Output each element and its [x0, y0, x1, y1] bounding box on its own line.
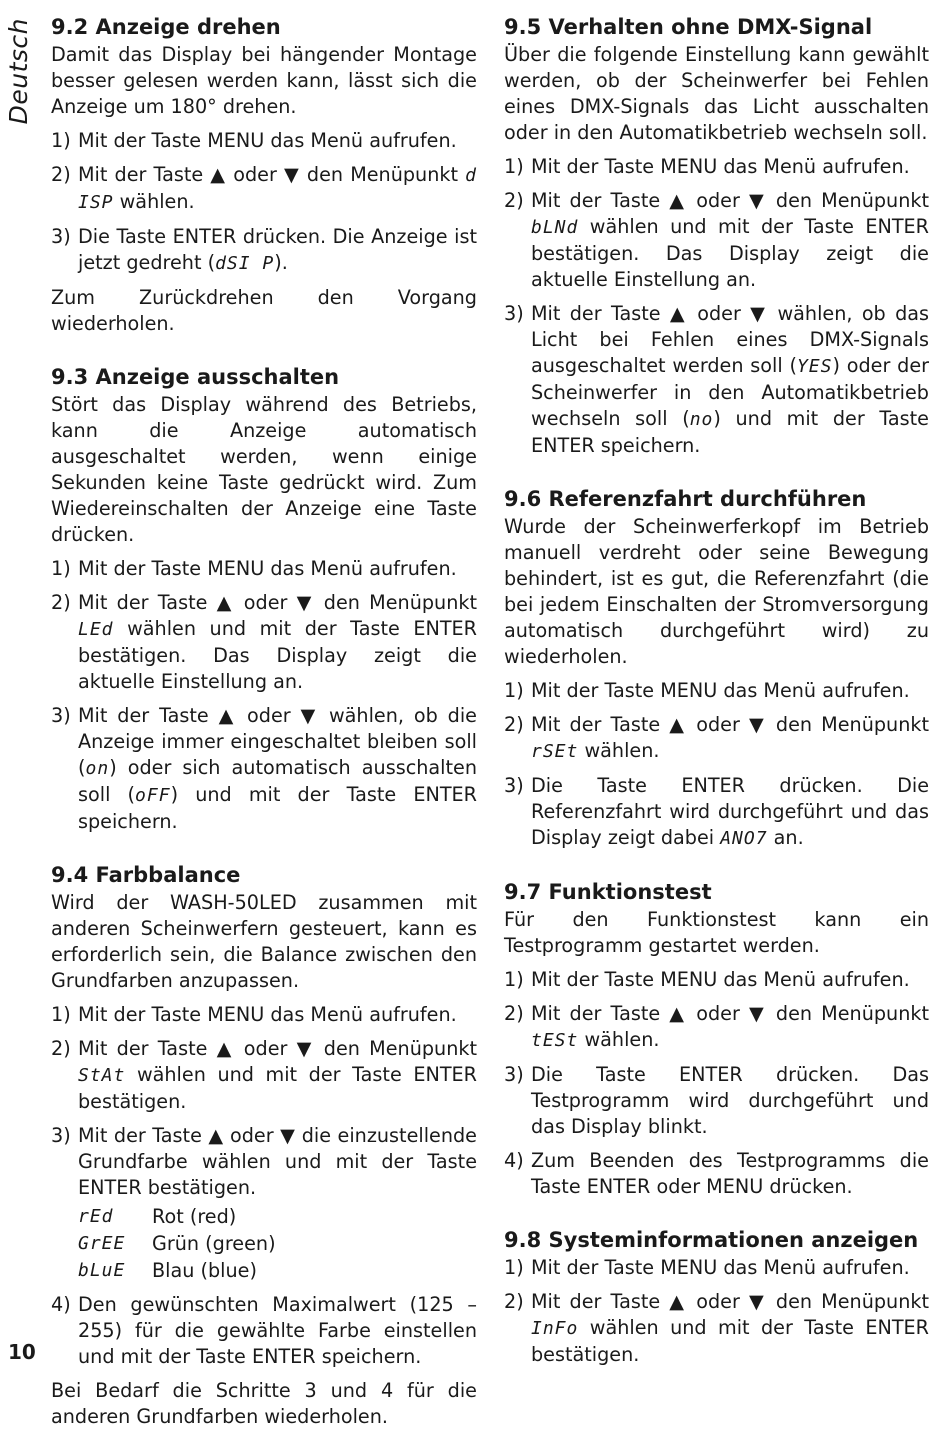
step-list: [504, 967, 929, 1200]
step-text-part: ) oder sich automatisch ausschalten soll (: [78, 756, 477, 806]
step-item: [51, 590, 477, 695]
step-text: [78, 703, 477, 835]
step-item: [504, 188, 929, 293]
step-text-part: wählen und mit der Taste ENTER bestätigen.: [531, 1316, 929, 1366]
step-text: Mit der Taste MENU das Menü aufrufen.: [531, 968, 910, 991]
color-code-row: [78, 1203, 477, 1230]
color-code-row: [78, 1230, 477, 1257]
step-text: Die Taste ENTER drücken. Das Testprogramm wird durchgeführt und das Display blinkt.: [531, 1063, 929, 1138]
step-item: [51, 556, 477, 582]
step-text-part: wählen.: [113, 190, 195, 213]
display-code: InFo: [531, 1318, 579, 1339]
step-number: 3): [51, 225, 71, 248]
section-heading: 9.6 Referenzfahrt durchführen: [504, 487, 867, 511]
step-number: 1): [504, 679, 524, 702]
step-text: Mit der Taste MENU das Menü aufrufen.: [531, 679, 910, 702]
step-text: [531, 773, 929, 852]
step-list: [51, 128, 477, 277]
step-text: Den gewünschten Maximalwert (125 – 255) für die gewählte Farbe einstellen und mit der Taste ENTER speichern.: [78, 1293, 477, 1368]
step-number: 2): [504, 1002, 524, 1025]
section-heading: 9.8 Systeminformationen anzeigen: [504, 1228, 919, 1252]
section-heading: 9.5 Verhalten ohne DMX-Signal: [504, 15, 873, 39]
step-text-part: wählen.: [578, 1028, 660, 1051]
section-heading: 9.2 Anzeige drehen: [51, 15, 281, 39]
section-heading: 9.4 Farbbalance: [51, 863, 241, 887]
step-text-part: Mit der Taste ▲ oder ▼ den Menüpunkt: [78, 591, 477, 614]
step-number: 1): [51, 557, 71, 580]
step-text-part: Mit der Taste ▲ oder ▼ den Menüpunkt: [78, 163, 466, 186]
color-label: Blau (blue): [152, 1259, 257, 1282]
step-text: Mit der Taste MENU das Menü aufrufen.: [78, 1003, 457, 1026]
step-text-part: wählen.: [578, 739, 660, 762]
step-item: [504, 773, 929, 852]
section-intro: Damit das Display bei hängender Montage besser gelesen werden kann, lässt sich die Anzeige um 180° drehen.: [51, 43, 477, 118]
step-number: 4): [504, 1149, 524, 1172]
step-number: 1): [504, 968, 524, 991]
section-intro: Wurde der Scheinwerferkopf im Betrieb manuell verdreht oder seine Bewegung behindert, ist es gut, die Referenzfahrt (die bei jedem Einschalten der Stromversorgung automatisch durchgeführt wird) zu wiederholen.: [504, 515, 929, 668]
step-item: [51, 128, 477, 154]
display-code: on: [85, 758, 110, 779]
step-number: 3): [504, 1063, 524, 1086]
section-heading: 9.7 Funktionstest: [504, 880, 712, 904]
page-number: 10: [8, 1340, 36, 1364]
display-code: d ISP: [78, 165, 477, 213]
step-item: [504, 712, 929, 765]
section-intro: Stört das Display während des Betriebs, kann die Anzeige automatisch ausgeschaltet werden, wenn einige Sekunden keine Taste gedrückt wird. Zum Wiedereinschalten der Anzeige eine Taste drücken.: [51, 393, 477, 546]
step-item: [504, 1255, 929, 1281]
section-9-3: [51, 362, 477, 835]
color-label: Rot (red): [152, 1205, 237, 1228]
section-intro: Wird der WASH-50LED zusammen mit anderen Scheinwerfern gesteuert, kann es erforderlich sein, die Balance zwischen den Grundfarben anzupassen.: [51, 891, 477, 992]
step-item: [504, 1148, 929, 1200]
step-text: Mit der Taste MENU das Menü aufrufen.: [78, 129, 457, 152]
step-text-part: Die Taste ENTER drücken. Die Referenzfahrt wird durchgeführt und das Display zeigt dabei: [531, 774, 929, 849]
step-number: 2): [504, 713, 524, 736]
step-item: [51, 1036, 477, 1115]
display-code: bLuE: [78, 1260, 126, 1281]
step-text: [78, 1036, 477, 1115]
step-text-part: wählen und mit der Taste ENTER bestätigen. Das Display zeigt die aktuelle Einstellung an.: [531, 215, 929, 291]
step-item: [51, 1123, 477, 1284]
step-text: [531, 1001, 929, 1054]
step-text-part: ).: [274, 251, 288, 274]
step-text: Mit der Taste MENU das Menü aufrufen.: [531, 155, 910, 178]
color-label: Grün (green): [152, 1232, 276, 1255]
step-list: [51, 1002, 477, 1370]
step-item: [504, 1001, 929, 1054]
step-item: [504, 301, 929, 459]
language-tab: Deutsch: [4, 18, 33, 125]
display-code: rSEt: [531, 741, 579, 762]
display-code: dSI P: [215, 253, 275, 274]
display-code: tESt: [531, 1030, 579, 1051]
step-number: 3): [51, 704, 71, 727]
step-text-part: Mit der Taste ▲ oder ▼ den Menüpunkt: [78, 1037, 477, 1060]
section-9-5: [504, 12, 929, 459]
step-number: 2): [51, 591, 71, 614]
color-code-table: [78, 1203, 477, 1284]
step-text: [78, 224, 477, 277]
section-9-6: [504, 484, 929, 852]
step-item: [504, 154, 929, 180]
step-text-part: Mit der Taste ▲ oder ▼ wählen, ob die Anzeige immer eingeschaltet bleiben soll (: [78, 704, 477, 779]
step-text-part: Mit der Taste ▲ oder ▼ den Menüpunkt: [531, 1002, 929, 1025]
step-text-part: an.: [767, 826, 804, 849]
step-text-part: Die Taste ENTER drücken. Die Anzeige ist jetzt gedreht (: [78, 225, 477, 274]
step-text: [531, 301, 929, 459]
display-code: StAt: [78, 1065, 126, 1086]
section-intro: Über die folgende Einstellung kann gewählt werden, ob der Scheinwerfer bei Fehlen eines DMX-Signals das Licht ausschalten oder in den Automatikbetrieb wechseln soll.: [504, 43, 929, 144]
step-list: [504, 678, 929, 852]
step-text-part: Mit der Taste ▲ oder ▼ den Menüpunkt: [531, 1290, 929, 1313]
step-text-part: Mit der Taste ▲ oder ▼ den Menüpunkt: [531, 189, 929, 212]
step-text: [78, 162, 477, 216]
step-item: [504, 967, 929, 993]
step-text-part: wählen und mit der Taste ENTER bestätigen.: [78, 1063, 477, 1113]
display-code: no: [689, 409, 714, 430]
display-code: bLNd: [531, 217, 579, 238]
step-text: Zum Beenden des Testprogramms die Taste ENTER oder MENU drücken.: [531, 1149, 929, 1198]
step-item: [51, 162, 477, 216]
step-item: [51, 1002, 477, 1028]
step-text-part: Mit der Taste ▲ oder ▼ wählen, ob das Licht bei Fehlen eines DMX-Signals ausgeschaltet werden soll (: [531, 302, 929, 377]
section-9-4: [51, 860, 477, 1430]
step-number: 4): [51, 1293, 71, 1316]
section-9-2: [51, 12, 477, 337]
step-item: [51, 703, 477, 835]
display-code: ANO7: [720, 828, 768, 849]
step-text: [531, 1289, 929, 1368]
step-text: [78, 1123, 477, 1284]
step-number: 3): [51, 1124, 71, 1147]
step-text-part: wählen und mit der Taste ENTER bestätigen. Das Display zeigt die aktuelle Einstellung an.: [78, 617, 477, 693]
section-heading: 9.3 Anzeige ausschalten: [51, 365, 340, 389]
section-9-8: [504, 1225, 929, 1368]
section-intro: Für den Funktionstest kann ein Testprogramm gestartet werden.: [504, 908, 929, 957]
step-number: 2): [504, 1290, 524, 1313]
step-number: 2): [51, 1037, 71, 1060]
step-item: [51, 224, 477, 277]
step-number: 3): [504, 302, 524, 325]
section-9-7: [504, 877, 929, 1200]
step-text: [531, 712, 929, 765]
step-text: [531, 188, 929, 293]
step-text-part: ) oder der Scheinwerfer in den Automatikbetrieb wechseln soll (: [531, 354, 930, 430]
color-code-row: [78, 1257, 477, 1284]
display-code: YES: [796, 356, 833, 377]
step-number: 2): [504, 189, 524, 212]
step-list: [504, 1255, 929, 1368]
step-item: [504, 1289, 929, 1368]
step-number: 1): [51, 129, 71, 152]
section-outro: Bei Bedarf die Schritte 3 und 4 für die anderen Grundfarben wiederholen.: [51, 1379, 477, 1428]
step-item: [504, 1062, 929, 1140]
step-number: 3): [504, 774, 524, 797]
step-text-part: Mit der Taste ▲ oder ▼ den Menüpunkt: [531, 713, 929, 736]
left-column: [51, 12, 477, 1455]
right-column: [504, 12, 929, 1393]
step-text: [78, 590, 477, 695]
step-item: [51, 1292, 477, 1370]
step-text-part: Mit der Taste ▲ oder ▼ die einzustellende Grundfarbe wählen und mit der Taste ENTER bestätigen.: [78, 1124, 477, 1199]
step-number: 2): [51, 163, 71, 186]
step-item: [504, 678, 929, 704]
step-text-part: ) und mit der Taste ENTER speichern.: [531, 407, 929, 457]
step-number: 1): [504, 1256, 524, 1279]
step-text: Mit der Taste MENU das Menü aufrufen.: [78, 557, 457, 580]
step-number: 1): [504, 155, 524, 178]
step-text-part: ) und mit der Taste ENTER speichern.: [78, 783, 478, 833]
display-code: LEd: [78, 619, 114, 640]
display-code: GrEE: [78, 1233, 126, 1254]
display-code: oFF: [135, 785, 171, 806]
step-number: 1): [51, 1003, 71, 1026]
step-list: [504, 154, 929, 459]
section-outro: Zum Zurückdrehen den Vorgang wiederholen.: [51, 286, 477, 335]
display-code: rEd: [78, 1206, 114, 1227]
step-list: [51, 556, 477, 835]
step-text: Mit der Taste MENU das Menü aufrufen.: [531, 1256, 910, 1279]
